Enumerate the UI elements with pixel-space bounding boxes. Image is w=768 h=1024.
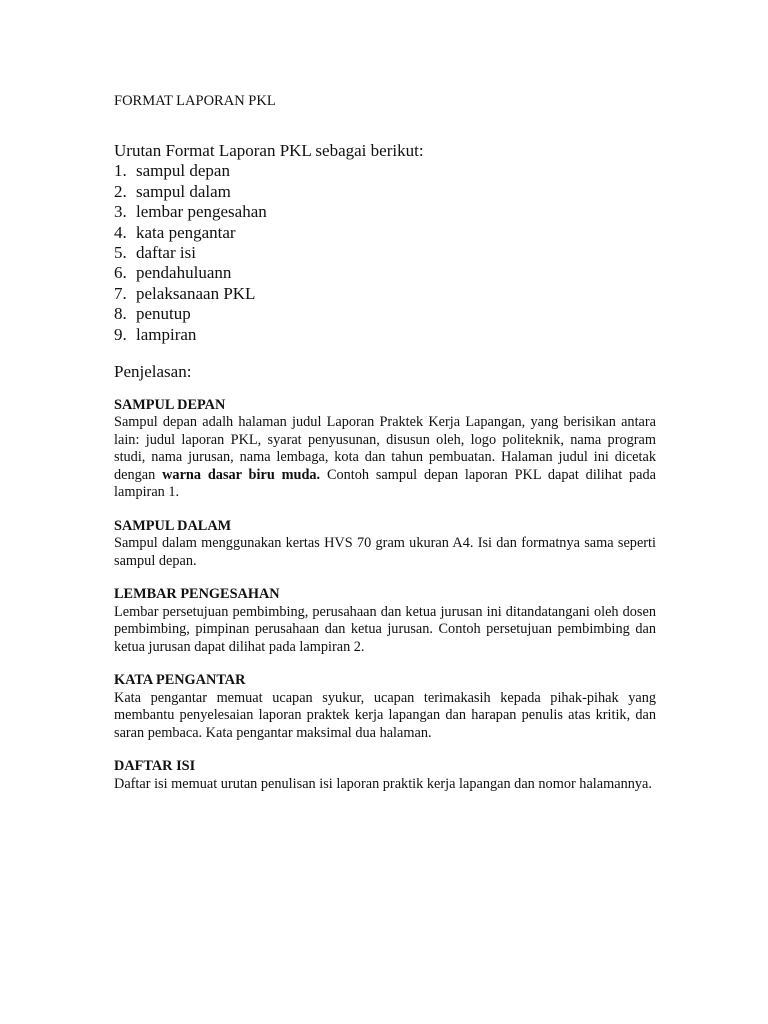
list-item-text: lampiran [136,324,197,344]
section-body [114,414,656,502]
list-item-text: kata pengantar [136,222,236,242]
section-daftar-isi [114,758,656,793]
list-item-number: 8. [114,304,127,324]
list-item-text: daftar isi [136,242,196,262]
list-item-number: 2. [114,181,127,201]
list-item-text: pelaksanaan PKL [136,283,256,303]
list-item-number: 1. [114,161,127,181]
section-body-text: Sampul depan adalh halaman judul Laporan Praktek Kerja Lapangan, yang berisikan antara lain: judul laporan PKL, syarat penyusunan, disusun oleh, logo politeknik, nama program studi, nama jurusan, nama lembaga, kota dan tahun pembuatan. Halaman judul ini dicetak dengan [114,414,656,483]
document-title: FORMAT LAPORAN PKL [114,93,276,109]
list-item [114,263,656,283]
list-item [114,223,656,243]
list-item [114,304,656,324]
list-item-text: penutup [136,304,191,324]
list-item-number: 3. [114,202,127,222]
list-item-number: 9. [114,324,127,344]
list-item [114,182,656,202]
explanation-sections [114,397,656,794]
section-body: Sampul dalam menggunakan kertas HVS 70 gram ukuran A4. Isi dan formatnya sama seperti sampul depan. [114,535,656,569]
explanation-heading: Penjelasan: [114,361,192,381]
section-title: SAMPUL DEPAN [114,396,226,413]
list-item [114,161,656,181]
section-body: Daftar isi memuat urutan penulisan isi laporan praktik kerja lapangan dan nomor halamannya. [114,775,652,792]
section-lembar-pengesahan [114,586,656,656]
list-item [114,284,656,304]
section-kata-pengantar [114,672,656,742]
list-item-number: 5. [114,242,127,262]
list-item-text: sampul dalam [136,181,231,201]
section-title: DAFTAR ISI [114,758,196,775]
document-page [114,92,656,793]
list-item-number: 7. [114,283,127,303]
list-item [114,202,656,222]
section-title: SAMPUL DALAM [114,517,232,534]
list-item-text: pendahuluann [136,263,232,283]
section-body: Kata pengantar memuat ucapan syukur, ucapan terimakasih kepada pihak-pihak yang membantu penyelesaian laporan praktek kerja lapangan dan harapan penulis atas kritik, dan saran pembaca. Kata pengantar maksimal dua halaman. [114,689,656,741]
section-title: KATA PENGANTAR [114,672,246,689]
list-item-text: lembar pengesahan [136,202,267,222]
section-body-text: Contoh sampul depan laporan PKL dapat dilihat pada lampiran 1. [114,466,657,501]
section-sampul-dalam [114,518,656,571]
intro-text: Urutan Format Laporan PKL sebagai berikut: [114,141,424,160]
list-item-number: 6. [114,263,127,283]
list-item [114,243,656,263]
section-sampul-depan [114,397,656,502]
section-title: LEMBAR PENGESAHAN [114,586,280,603]
list-item-number: 4. [114,222,127,242]
list-item-text: sampul depan [136,161,230,181]
section-body: Lembar persetujuan pembimbing, perusahaan dan ketua jurusan ini ditandatangani oleh dosen pembimbing, pimpinan perusahaan dan ketua jurusan. Contoh persetujuan pembimbing dan ketua jurusan dapat dilihat pada lampiran 2. [114,603,656,655]
section-body-bold: warna dasar biru muda. [162,466,321,483]
list-item [114,325,656,345]
format-order-list [114,161,656,345]
